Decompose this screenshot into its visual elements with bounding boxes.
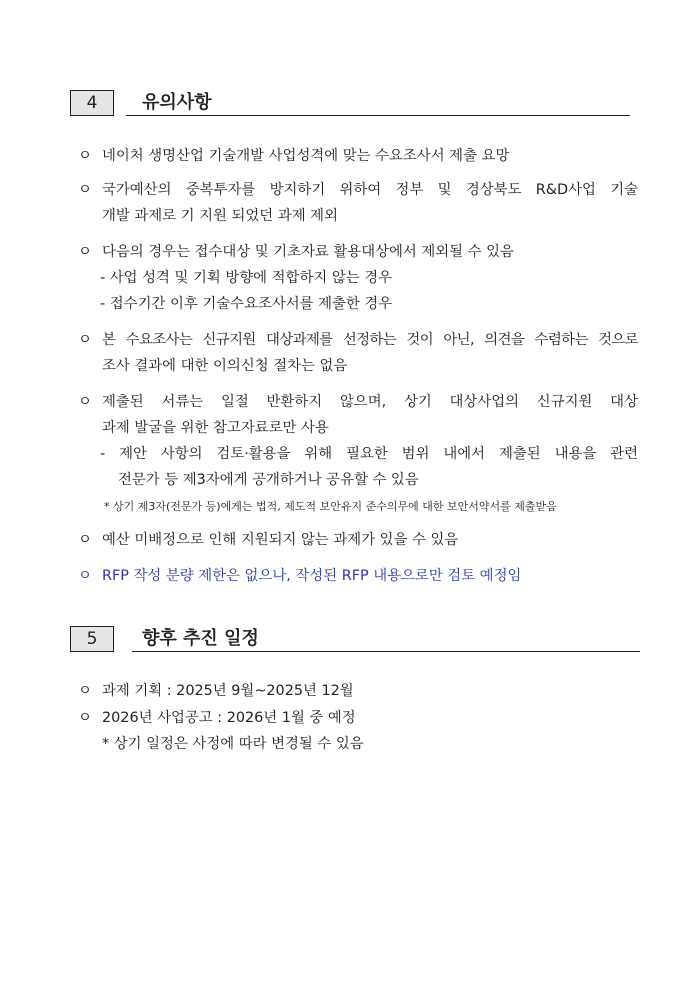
list-item xyxy=(78,527,638,553)
item-text: 예산 미배정으로 인해 지원되지 않는 과제가 있을 수 있음 xyxy=(102,532,459,548)
item-text-continued: 조사 결과에 대한 이의신청 절차는 없음 xyxy=(102,358,348,374)
bullet-icon: ㅇ xyxy=(78,182,92,198)
list-item xyxy=(78,143,638,169)
footnote: * 상기 제3자(전문가 등)에게는 법적, 제도적 보안유지 준수의무에 대한 보안서약서를 제출받음 xyxy=(104,500,557,513)
bullet-icon: ㅇ xyxy=(78,683,92,699)
schedule-note: * 상기 일정은 사정에 따라 변경될 수 있음 xyxy=(102,736,364,752)
sub-item-text: - 접수기간 이후 기술수요조사서를 제출한 경우 xyxy=(100,296,393,312)
item-text: 다음의 경우는 접수대상 및 기초자료 활용대상에서 제외될 수 있음 xyxy=(102,244,514,260)
section-4-header xyxy=(70,88,212,116)
item-text-continued: 과제 발굴을 위한 참고자료로만 사용 xyxy=(102,420,329,436)
sub-item xyxy=(100,265,638,291)
item-text: 제출된 서류는 일절 반환하지 않으며, 상기 대상사업의 신규지원 대상 xyxy=(102,394,638,410)
sub-item-text: - 제안 사항의 검토·활용을 위해 필요한 범위 내에서 제출된 내용을 관련 xyxy=(100,446,638,462)
section-rule xyxy=(126,115,630,116)
sub-item-text: - 사업 성격 및 기획 방향에 적합하지 않는 경우 xyxy=(100,270,393,286)
list-item xyxy=(78,389,638,441)
item-text: 본 수요조사는 신규지원 대상과제를 선정하는 것이 아닌, 의견을 수렴하는 것으로 xyxy=(102,332,638,348)
list-item-highlight xyxy=(78,563,638,589)
item-text: 네이처 생명산업 기술개발 사업성격에 맞는 수요조사서 제출 요망 xyxy=(102,148,510,164)
bullet-icon: ㅇ xyxy=(78,532,92,548)
bullet-icon: ㅇ xyxy=(78,244,92,260)
item-text: 국가예산의 중복투자를 방지하기 위하여 정부 및 경상북도 R&D사업 기술 xyxy=(102,182,638,198)
item-text-continued: 개발 과제로 기 지원 되었던 과제 제외 xyxy=(102,208,338,224)
section-5-header xyxy=(70,624,259,652)
bullet-icon: ㅇ xyxy=(78,710,92,726)
list-item xyxy=(78,327,638,379)
bullet-icon: ㅇ xyxy=(78,568,92,584)
sub-item xyxy=(100,441,638,493)
item-text: RFP 작성 분량 제한은 없으나, 작성된 RFP 내용으로만 검토 예정임 xyxy=(102,568,522,584)
section-number: 5 xyxy=(70,626,114,652)
item-text: 과제 기획 : 2025년 9월~2025년 12월 xyxy=(102,683,354,699)
bullet-icon: ㅇ xyxy=(78,332,92,348)
section-title: 유의사항 xyxy=(142,92,212,113)
item-text: 2026년 사업공고 : 2026년 1월 중 예정 xyxy=(102,710,356,726)
list-item xyxy=(78,678,354,704)
sub-item-text-continued: 전문가 등 제3자에게 공개하거나 공유할 수 있음 xyxy=(118,472,419,488)
section-number: 4 xyxy=(70,90,114,116)
list-item xyxy=(78,239,638,265)
list-item xyxy=(78,177,638,229)
bullet-icon: ㅇ xyxy=(78,148,92,164)
section-title: 향후 추진 일정 xyxy=(142,628,259,649)
section-rule xyxy=(132,651,640,652)
list-item xyxy=(78,705,356,731)
bullet-icon: ㅇ xyxy=(78,394,92,410)
sub-item xyxy=(100,291,638,317)
